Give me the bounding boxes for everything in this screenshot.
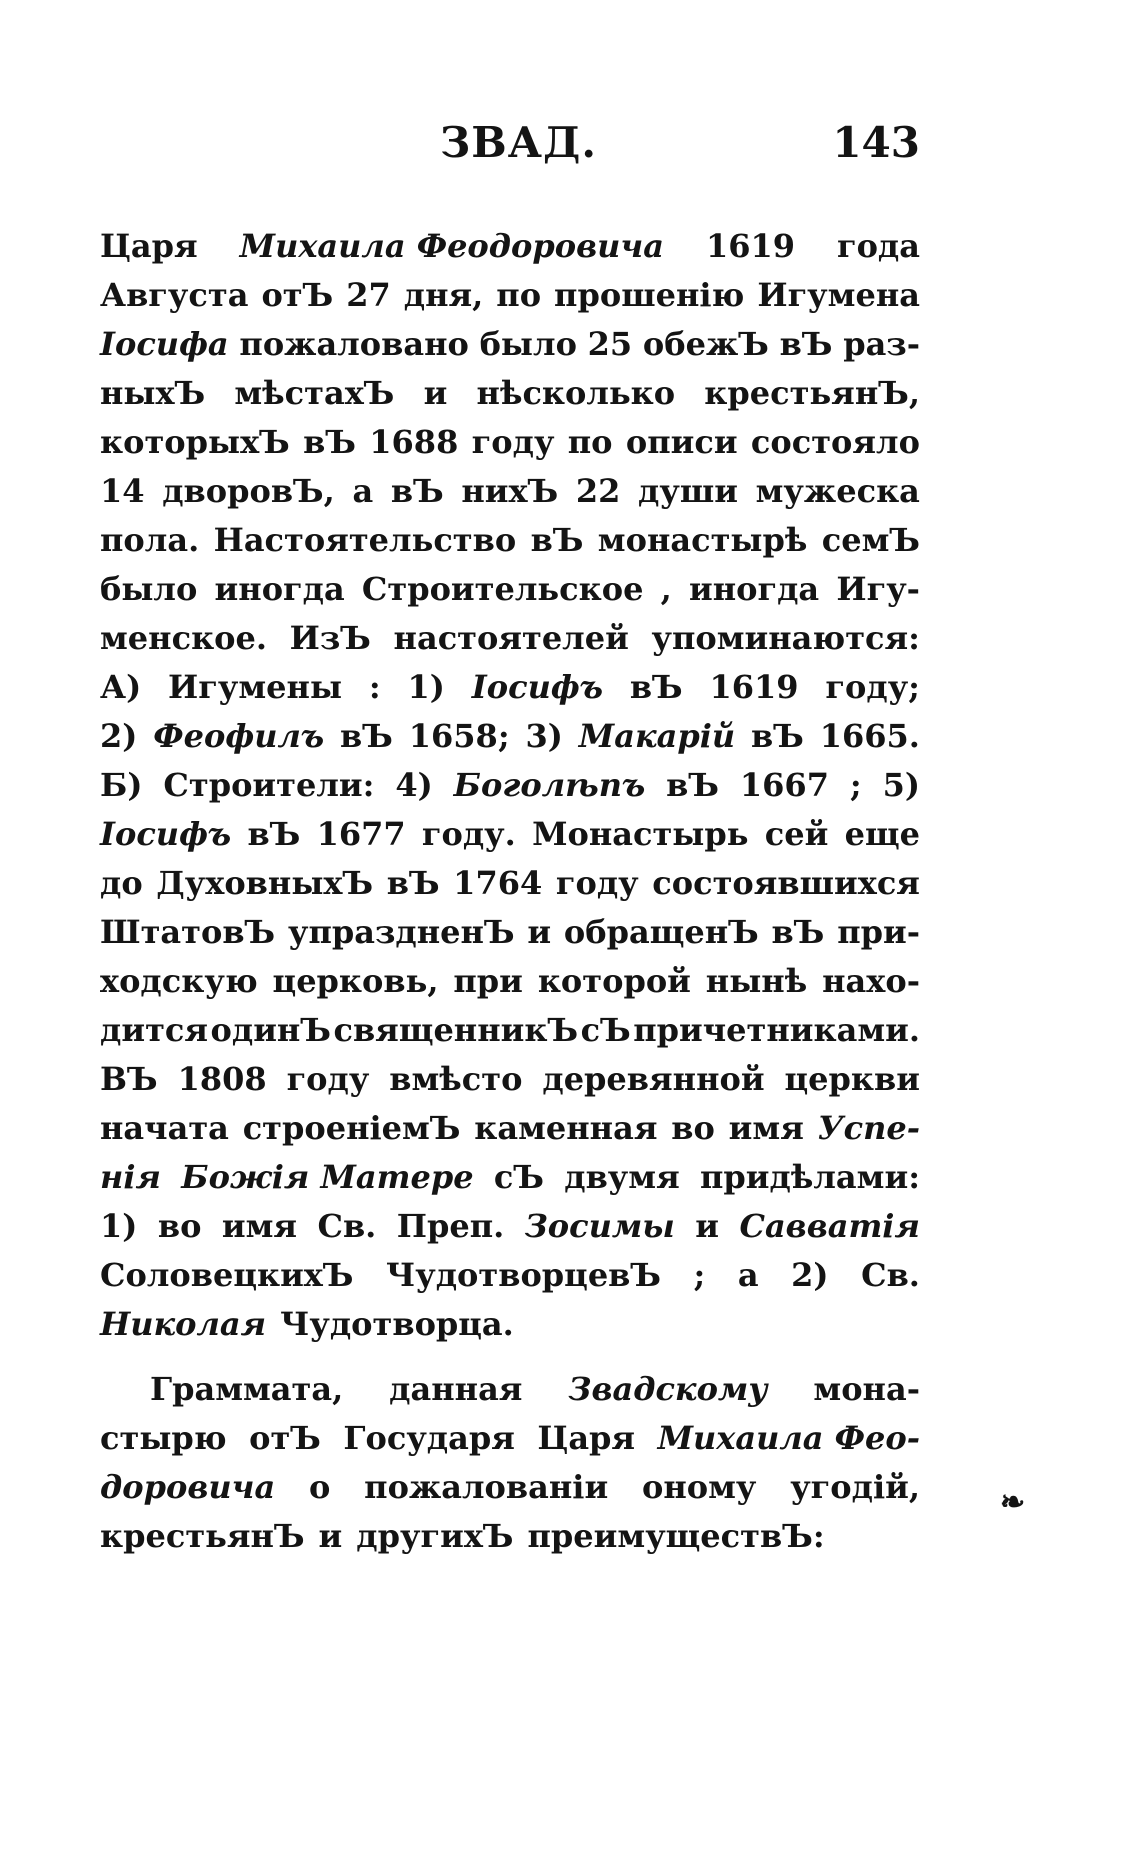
word: 2) xyxy=(100,717,138,755)
word: до xyxy=(100,864,143,902)
word: ЧудотворцевЪ xyxy=(386,1256,662,1294)
word: 27 xyxy=(346,276,391,314)
word: ; xyxy=(849,766,862,804)
word: Николая xyxy=(100,1305,267,1343)
word: и xyxy=(318,1517,343,1555)
word: дится xyxy=(100,1011,209,1049)
word: другихЪ xyxy=(356,1517,514,1555)
text-line xyxy=(100,1463,920,1512)
text-line xyxy=(100,1414,920,1463)
text-line xyxy=(100,1202,920,1251)
word: начата xyxy=(100,1109,229,1147)
text-line xyxy=(100,1365,920,1414)
word: вЪ xyxy=(386,864,440,902)
word: было xyxy=(479,325,577,363)
word: 1677 xyxy=(316,815,406,853)
word: Преп. xyxy=(396,1207,505,1245)
text-line xyxy=(100,222,920,271)
word: Св. xyxy=(861,1256,920,1294)
word: отЪ xyxy=(249,1419,321,1457)
word: обращенЪ xyxy=(563,913,759,951)
word: а xyxy=(352,472,374,510)
word: А) xyxy=(100,668,142,706)
text-line xyxy=(100,320,920,369)
word: году. xyxy=(421,815,516,853)
word: вмѣсто xyxy=(389,1060,523,1098)
word: имя xyxy=(728,1109,804,1147)
word: 22 xyxy=(575,472,621,510)
word: настоятелей xyxy=(393,619,629,657)
word: церковь, xyxy=(272,962,439,1000)
word: вЪ xyxy=(530,521,584,559)
word: крестьянЪ, xyxy=(704,374,920,412)
word: сЪ xyxy=(580,1011,631,1049)
word: вЪ xyxy=(390,472,444,510)
word: Чудотворца. xyxy=(280,1305,514,1343)
word: года xyxy=(836,227,920,265)
word: Феофилъ xyxy=(153,717,325,755)
word: ШтатовЪ xyxy=(100,913,276,951)
word: году xyxy=(471,423,555,461)
word: еще xyxy=(844,815,920,853)
text-line xyxy=(100,761,920,810)
word: обежЪ xyxy=(642,325,769,363)
word: доровича xyxy=(100,1468,276,1506)
word: причетниками. xyxy=(633,1011,920,1049)
text-line xyxy=(100,1006,920,1055)
word: пожалованiи xyxy=(364,1468,609,1506)
word: Iосифъ xyxy=(471,668,603,706)
word: состояло xyxy=(750,423,920,461)
word: году xyxy=(555,864,639,902)
word: священникЪ xyxy=(333,1011,579,1049)
word: ; xyxy=(693,1256,706,1294)
word: Iосифъ xyxy=(100,815,232,853)
word: о xyxy=(309,1468,331,1506)
word: Государя xyxy=(343,1419,515,1457)
word: во xyxy=(157,1207,202,1245)
word: состоявшихся xyxy=(652,864,920,902)
word: описи xyxy=(625,423,738,461)
word: нiя xyxy=(100,1158,161,1196)
word: мѣстахЪ xyxy=(234,374,395,412)
word: Царя xyxy=(100,227,198,265)
word: вЪ xyxy=(629,668,683,706)
word: 1808 xyxy=(177,1060,267,1098)
word: 4) xyxy=(395,766,433,804)
text-line xyxy=(100,614,920,663)
word: Божiя Матере xyxy=(181,1158,474,1196)
text-line xyxy=(100,369,920,418)
word: нахо- xyxy=(822,962,920,1000)
word: сЪ xyxy=(493,1158,544,1196)
word: Б) xyxy=(100,766,143,804)
word: Iосифа xyxy=(100,325,229,363)
word: 1619 xyxy=(705,227,795,265)
word: вЪ xyxy=(779,325,833,363)
word: стырю xyxy=(100,1419,227,1457)
word: и xyxy=(527,913,552,951)
word: строенiемЪ xyxy=(242,1109,461,1147)
word: пола. xyxy=(100,521,200,559)
margin-mark-icon: ❧ xyxy=(1000,1485,1026,1520)
word: : xyxy=(368,668,381,706)
word: угодiй, xyxy=(790,1468,920,1506)
word: ходскую xyxy=(100,962,258,1000)
word: во xyxy=(671,1109,715,1147)
word: 5) xyxy=(882,766,920,804)
word: 1619 xyxy=(709,668,799,706)
word: крестьянЪ xyxy=(100,1517,305,1555)
word: Настоятельство xyxy=(213,521,517,559)
word: нихЪ xyxy=(461,472,559,510)
word: прошенiю xyxy=(554,276,745,314)
word: Игу- xyxy=(836,570,920,608)
word: Строители: xyxy=(163,766,375,804)
text-line xyxy=(100,957,920,1006)
word: отЪ xyxy=(261,276,334,314)
word: Царя xyxy=(537,1419,636,1457)
word: 1764 xyxy=(453,864,543,902)
word: дня, xyxy=(403,276,484,314)
word: 1667 xyxy=(739,766,829,804)
text-line xyxy=(100,1300,920,1349)
word: церкви xyxy=(784,1060,920,1098)
word: сей xyxy=(764,815,829,853)
word: Строительское xyxy=(361,570,644,608)
word: году xyxy=(286,1060,370,1098)
text-line xyxy=(100,467,920,516)
word: 1658; xyxy=(408,717,510,755)
word: Св. xyxy=(317,1207,377,1245)
word: семЪ xyxy=(821,521,920,559)
word: каменная xyxy=(474,1109,658,1147)
word: Зосимы xyxy=(524,1207,675,1245)
word: вЪ xyxy=(340,717,393,755)
text-line xyxy=(100,712,920,761)
word: ныхЪ xyxy=(100,374,206,412)
word: пожаловано xyxy=(239,325,469,363)
margin-mark xyxy=(1000,1485,1026,1520)
text-line xyxy=(100,859,920,908)
text-line xyxy=(100,1055,920,1104)
word: при xyxy=(453,962,523,1000)
text-line xyxy=(100,565,920,614)
text-line xyxy=(100,1153,920,1202)
word: вЪ xyxy=(247,815,301,853)
word: вЪ xyxy=(771,913,825,951)
paragraph-zvad-history xyxy=(100,222,920,1349)
word: году; xyxy=(825,668,920,706)
page-number: 143 xyxy=(832,118,920,167)
word: мона- xyxy=(813,1370,920,1408)
word: 1688 xyxy=(369,423,459,461)
word: 3) xyxy=(525,717,563,755)
running-head xyxy=(100,118,920,178)
word: Игумена xyxy=(757,276,920,314)
word: Игумены xyxy=(168,668,343,706)
word: упраздненЪ xyxy=(287,913,515,951)
text-line xyxy=(100,271,920,320)
word: 14 xyxy=(100,472,145,510)
text-line xyxy=(100,1512,920,1561)
text-line xyxy=(100,1251,920,1300)
word: упоминаются: xyxy=(651,619,920,657)
word: души xyxy=(638,472,738,510)
word: Савватiя xyxy=(739,1207,920,1245)
word: Боголѣпъ xyxy=(453,766,646,804)
word: Августа xyxy=(100,276,249,314)
text-line xyxy=(100,1104,920,1153)
word: которыхЪ xyxy=(100,423,290,461)
word: было xyxy=(100,570,198,608)
word: 1) xyxy=(407,668,445,706)
word: одинЪ xyxy=(210,1011,331,1049)
text-line xyxy=(100,663,920,712)
word: Макарiй xyxy=(578,717,736,755)
text-line xyxy=(100,908,920,957)
word: и xyxy=(695,1207,720,1245)
text-line xyxy=(100,810,920,859)
word: вЪ xyxy=(751,717,804,755)
word: двумя xyxy=(564,1158,680,1196)
word: Монастырь xyxy=(532,815,749,853)
word: 1) xyxy=(100,1207,138,1245)
word: Звадскому xyxy=(568,1370,768,1408)
word: оному xyxy=(641,1468,757,1506)
word: придѣлами: xyxy=(700,1158,920,1196)
word: 25 xyxy=(587,325,633,363)
word: Михаила Фео- xyxy=(657,1419,920,1457)
word: преимуществЪ: xyxy=(527,1517,825,1555)
word: иногда xyxy=(214,570,345,608)
word: раз- xyxy=(843,325,920,363)
word: менское. xyxy=(100,619,268,657)
paragraph-charter-heading xyxy=(100,1365,920,1561)
word: деревянной xyxy=(542,1060,765,1098)
word: и xyxy=(423,374,448,412)
word: Успе- xyxy=(817,1109,920,1147)
word: 1665. xyxy=(819,717,920,755)
word: дворовЪ, xyxy=(162,472,335,510)
word: данная xyxy=(389,1370,523,1408)
word: Граммата, xyxy=(150,1370,344,1408)
word: имя xyxy=(221,1207,298,1245)
text-line xyxy=(100,516,920,565)
word: по xyxy=(567,423,613,461)
word: ИзЪ xyxy=(289,619,371,657)
word: а xyxy=(737,1256,759,1294)
text-line xyxy=(100,418,920,467)
word: вЪ xyxy=(666,766,719,804)
running-title: ЗВАД. xyxy=(440,118,597,167)
word: которой xyxy=(537,962,691,1000)
word: СоловецкихЪ xyxy=(100,1256,354,1294)
word: при- xyxy=(837,913,920,951)
word: нѣсколько xyxy=(476,374,676,412)
word: , xyxy=(660,570,672,608)
word: монастырѣ xyxy=(597,521,808,559)
word: по xyxy=(496,276,542,314)
word: мужеска xyxy=(755,472,920,510)
word: иногда xyxy=(688,570,820,608)
word: Михаила Феодоровича xyxy=(239,227,664,265)
word: вЪ xyxy=(303,423,356,461)
word: ДуховныхЪ xyxy=(156,864,374,902)
word: 2) xyxy=(791,1256,829,1294)
word: ВЪ xyxy=(100,1060,158,1098)
word: нынѣ xyxy=(705,962,808,1000)
